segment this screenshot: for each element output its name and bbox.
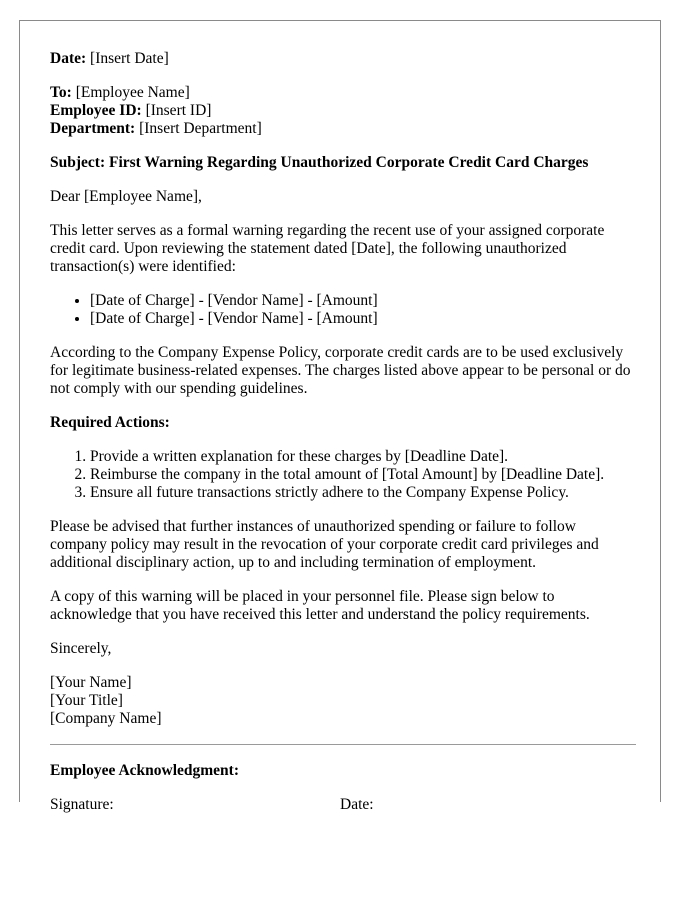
signer-block [50,674,636,728]
date-line [50,50,636,68]
actions-heading-text: Required Actions: [50,414,170,431]
subject-line [50,154,636,172]
file-note-paragraph: A copy of this warning will be placed in your personnel file. Please sign below to acknowledge that you have received this letter and understand the policy requirements. [50,588,590,623]
letter-page [19,20,661,813]
employee-id-value: [Insert ID] [145,102,212,119]
date-value: [Insert Date] [90,50,169,67]
list-item: • [Date of Charge] - [Vendor Name] - [Amount] [90,292,636,310]
recipient-block [50,84,636,138]
signature-label: Signature: [50,796,114,813]
actions-heading [50,414,636,432]
advisory-paragraph: Please be advised that further instances of unauthorized spending or failure to follow company policy may result in the revocation of your corporate credit card privileges and additional disciplinary action, up to and including termination of employment. [50,518,599,571]
charges-list [50,292,636,328]
salutation: Dear [Employee Name], [50,188,202,205]
divider [50,744,636,745]
signer-title: [Your Title] [50,692,123,709]
list-item: 3. Ensure all future transactions strictly adhere to the Company Expense Policy. [90,484,636,502]
department-value: [Insert Department] [139,120,262,137]
policy-paragraph: According to the Company Expense Policy, corporate credit cards are to be used exclusively for legitimate business-related expenses. The charges listed above appear to be personal or do not comply with our spending guidelines. [50,344,631,397]
signature-row [50,796,636,814]
to-label: To: [50,84,72,101]
signer-name: [Your Name] [50,674,132,691]
actions-list [50,448,636,502]
employee-id-label: Employee ID: [50,102,142,119]
intro-paragraph: This letter serves as a formal warning regarding the recent use of your assigned corporate credit card. Upon reviewing the statement dated [Date], the following unauthorized transaction(s) were identified: [50,222,605,275]
signer-company: [Company Name] [50,710,162,727]
date-label: Date: [50,50,87,67]
closing: Sincerely, [50,640,112,657]
signature-date-label: Date: [340,796,374,813]
letter-body [50,50,636,814]
list-item: 1. Provide a written explanation for these charges by [Deadline Date]. [90,448,636,466]
subject-text: Subject: First Warning Regarding Unauthorized Corporate Credit Card Charges [50,154,589,171]
department-label: Department: [50,120,136,137]
list-item: 2. Reimburse the company in the total amount of [Total Amount] by [Deadline Date]. [90,466,636,484]
to-value: [Employee Name] [75,84,190,101]
acknowledgment-heading-text: Employee Acknowledgment: [50,762,240,779]
list-item: • [Date of Charge] - [Vendor Name] - [Amount] [90,310,636,328]
acknowledgment-heading [50,762,636,780]
